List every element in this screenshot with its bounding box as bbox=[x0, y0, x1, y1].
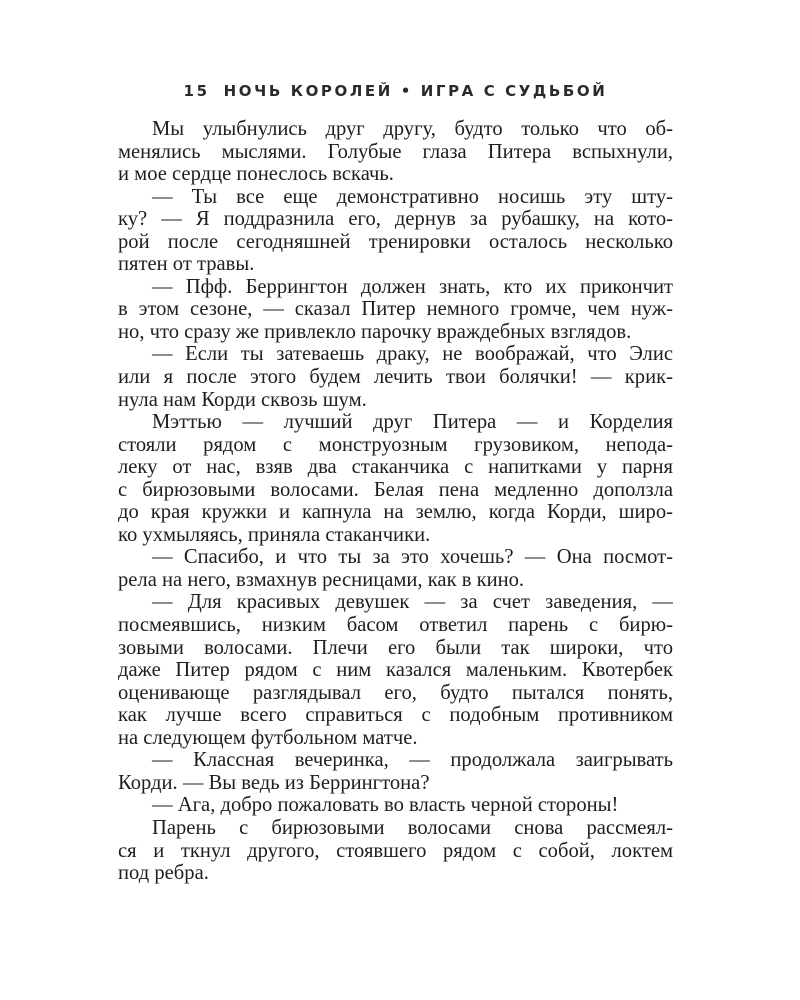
text-line: — Ага, добро пожаловать во власть черной стороны! bbox=[152, 794, 619, 817]
text-line: но, что сразу же привлекло парочку враждебных взглядов. bbox=[118, 320, 632, 343]
text-line: пятен от травы. bbox=[118, 253, 255, 276]
text-line: на следующем футбольном матче. bbox=[118, 726, 418, 749]
text-line: рела на него, взмахнув ресницами, как в кино. bbox=[118, 568, 525, 591]
text-line: — Если ты затеваешь драку, не воображай, что Элис bbox=[152, 343, 673, 366]
text-line: Мэттью — лучший друг Питера — и Корделия bbox=[152, 411, 673, 434]
text-line: Корди. — Вы ведь из Беррингтона? bbox=[118, 771, 430, 794]
text-line: нула нам Корди сквозь шум. bbox=[118, 388, 367, 411]
text-line: посмеявшись, низким басом ответил парень с бирю- bbox=[118, 614, 673, 637]
text-line: или я после этого будем лечить твои болячки! — крик- bbox=[118, 366, 673, 389]
text-line: ся и ткнул другого, стоявшего рядом с собой, локтем bbox=[118, 839, 673, 862]
text-line: Мы улыбнулись друг другу, будто только что об- bbox=[152, 118, 673, 140]
text-line: до края кружки и капнула на землю, когда Корди, широ- bbox=[118, 501, 673, 524]
text-line: с бирюзовыми волосами. Белая пена медленно доползла bbox=[118, 478, 673, 501]
text-line: ку? — Я поддразнила его, дернув за рубашку, на кото- bbox=[118, 208, 673, 231]
text-line: в этом сезоне, — сказал Питер немного громче, чем нуж- bbox=[118, 298, 673, 321]
text-line: леку от нас, взяв два стаканчика с напитками у парня bbox=[118, 456, 673, 479]
text-line: оценивающе разглядывал его, будто пытался понять, bbox=[118, 681, 673, 704]
running-header bbox=[118, 78, 673, 104]
text-line: — Классная вечеринка, — продолжала заигрывать bbox=[152, 749, 673, 772]
text-line: и мое сердце понеслось вскачь. bbox=[118, 163, 394, 186]
text-line: менялись мыслями. Голубые глаза Питера вспыхнули, bbox=[118, 140, 673, 163]
text-line: ко ухмыляясь, приняла стаканчики. bbox=[118, 523, 431, 546]
book-page bbox=[118, 78, 673, 885]
text-line: как лучше всего справиться с подобным противником bbox=[118, 704, 673, 727]
body-text bbox=[118, 118, 673, 885]
text-line: — Для красивых девушек — за счет заведения, — bbox=[152, 591, 673, 614]
chapter-title: НОЧЬ КОРОЛЕЙ • ИГРА С СУДЬБОЙ bbox=[223, 82, 608, 100]
text-line: — Пфф. Беррингтон должен знать, кто их прикончит bbox=[152, 275, 673, 298]
text-line: стояли рядом с монструозным грузовиком, неподa- bbox=[118, 433, 673, 456]
text-line: рой после сегодняшней тренировки осталось несколько bbox=[118, 230, 673, 253]
text-line: — Ты все еще демонстративно носишь эту шту- bbox=[152, 185, 673, 208]
text-line: зовыми волосами. Плечи его были так широки, что bbox=[118, 636, 673, 659]
text-line: Парень с бирюзовыми волосами снова рассмеял- bbox=[152, 816, 673, 839]
text-line: — Спасибо, и что ты за это хочешь? — Она посмот- bbox=[152, 546, 673, 569]
text-line: под ребра. bbox=[118, 862, 209, 885]
page-number: 15 bbox=[183, 82, 210, 100]
text-line: даже Питер рядом с ним казался маленьким. Квотербек bbox=[118, 659, 673, 682]
